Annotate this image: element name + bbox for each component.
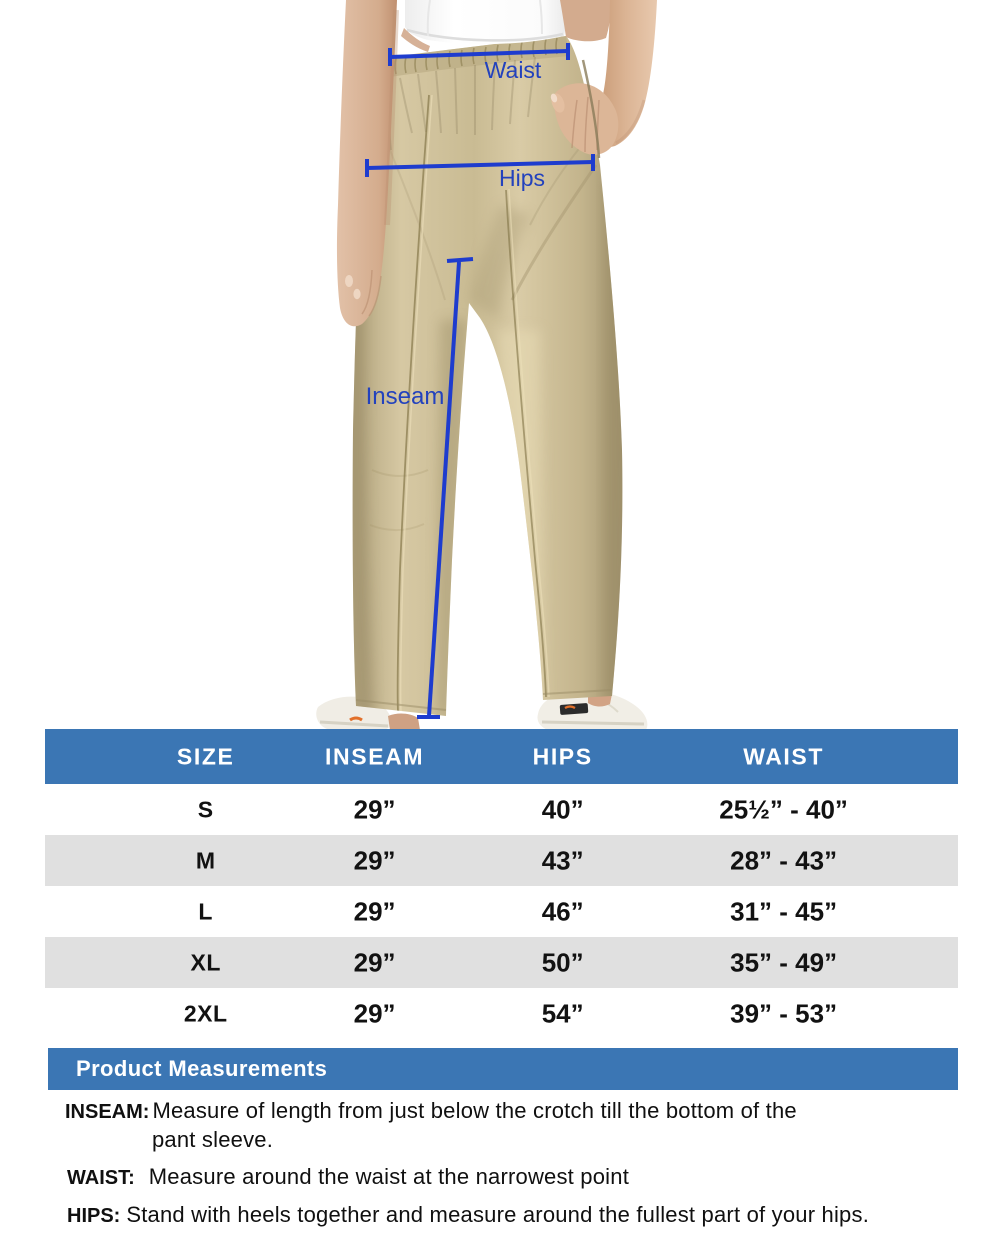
- cell-size: M: [195, 847, 216, 873]
- inseam-definition-continued: pant sleeve.: [152, 1127, 274, 1152]
- cell-inseam: 29”: [353, 896, 396, 926]
- cell-size: XL: [190, 949, 221, 975]
- left-ankle-skin: [388, 714, 420, 730]
- table-row: [45, 988, 958, 1039]
- waist-skin-right: [560, 0, 612, 41]
- cell-waist: 39” - 53”: [730, 998, 838, 1028]
- product-measurements-title: Product Measurements: [76, 1056, 328, 1081]
- cell-size: L: [198, 898, 213, 924]
- inseam-definition-text: Measure of length from just below the crotch till the bottom of the: [152, 1098, 797, 1123]
- cell-size: 2XL: [183, 1000, 228, 1026]
- hips-definition-label: HIPS:: [67, 1205, 121, 1227]
- cell-waist: 28” - 43”: [730, 845, 838, 875]
- cell-inseam: 29”: [353, 794, 396, 824]
- waist-measure-label: Waist: [484, 57, 542, 83]
- hips-definition-text: Stand with heels together and measure around the fullest part of your hips.: [126, 1202, 870, 1227]
- cell-waist: 35” - 49”: [730, 947, 838, 977]
- column-header-waist: WAIST: [743, 743, 825, 769]
- column-header-hips: HIPS: [532, 743, 593, 769]
- cell-hips: 46”: [541, 896, 584, 926]
- cell-hips: 43”: [541, 845, 584, 875]
- waist-definition: [67, 1164, 629, 1190]
- table-header-row: [45, 729, 958, 784]
- tank-top: [405, 0, 568, 44]
- inseam-definition-label: INSEAM:: [65, 1101, 150, 1123]
- inseam-measure-label: Inseam: [365, 383, 445, 410]
- table-row: [45, 784, 958, 835]
- table-row: [45, 835, 958, 886]
- cell-waist: 25½” - 40”: [719, 794, 848, 824]
- inseam-definition: [65, 1098, 797, 1124]
- hips-measure-label: Hips: [498, 165, 546, 191]
- cell-waist: 31” - 45”: [730, 896, 838, 926]
- cell-size: S: [197, 796, 214, 822]
- cell-inseam: 29”: [353, 845, 396, 875]
- cell-hips: 54”: [541, 998, 584, 1028]
- cell-hips: 40”: [541, 794, 584, 824]
- waist-definition-label: WAIST:: [67, 1167, 135, 1189]
- cell-hips: 50”: [541, 947, 584, 977]
- hips-definition: [67, 1202, 869, 1228]
- cell-inseam: 29”: [353, 947, 396, 977]
- cell-inseam: 29”: [353, 998, 396, 1028]
- column-header-size: SIZE: [176, 743, 235, 769]
- product-measurements-header: [48, 1048, 958, 1090]
- table-row: [45, 937, 958, 988]
- waist-definition-text: Measure around the waist at the narrowest point: [148, 1164, 630, 1189]
- column-header-inseam: INSEAM: [325, 743, 425, 769]
- table-row: [45, 886, 958, 937]
- size-chart-table: [45, 729, 958, 1039]
